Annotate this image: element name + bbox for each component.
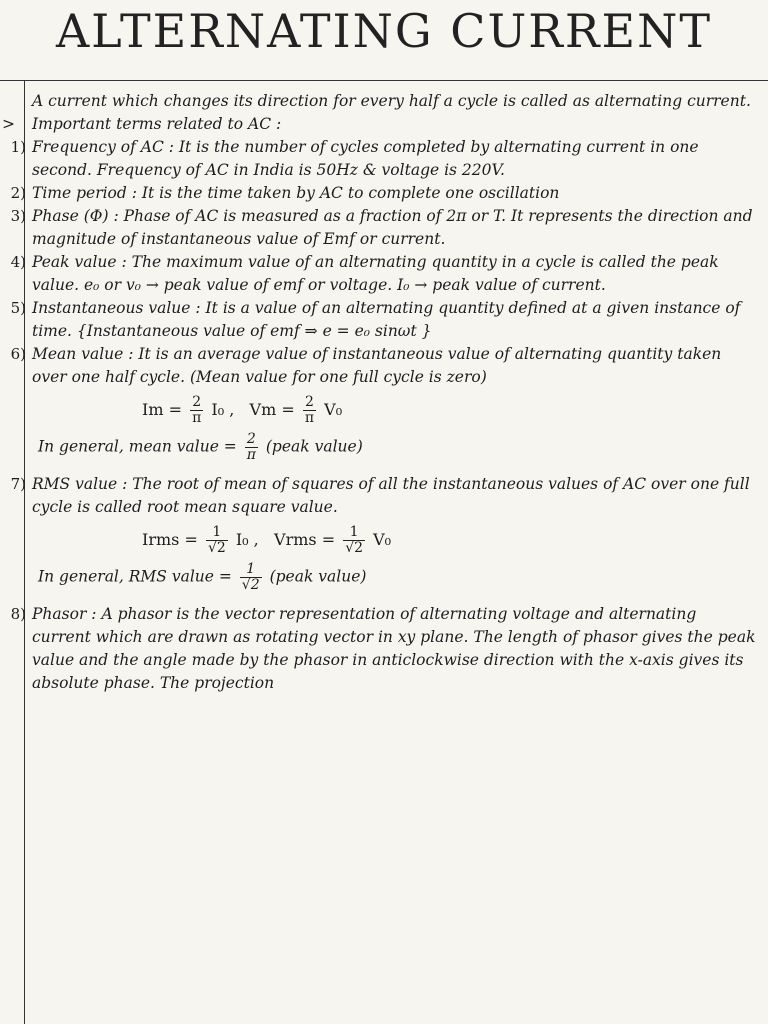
rms-value-formula: Irms = $\frac{1}{√2}$ I₀ , Vrms = $\frac{1}{√2}$ V₀ — [142, 524, 392, 556]
fraction: $\frac{1}{√2}$ — [241, 561, 260, 593]
term-label: Phasor — [32, 605, 87, 623]
item-number: 3) — [10, 207, 26, 225]
term-peak-value — [10, 251, 760, 297]
term-text: : The maximum value of an alternating quantity in a cycle is called the peak value. e₀ or v₀ → peak value of emf or voltage. I₀ → peak value of current. — [32, 253, 719, 294]
term-label: Phase (Φ) — [32, 207, 109, 225]
fraction: $\frac{1}{√2}$ — [345, 524, 364, 556]
top-rule — [0, 80, 768, 81]
page-title: ALTERNATING CURRENT — [55, 4, 713, 58]
arrow-icon: > — [2, 115, 15, 133]
term-phase — [10, 205, 760, 251]
mean-value-general: In general, mean value = $\frac{2}{\pi}$ (peak value) — [38, 431, 363, 463]
term-text: : It is an average value of instantaneous value of alternating quantity taken over one half cycle. (Mean value for one full cycle is zero) — [32, 345, 722, 386]
fraction: $\frac{2}{\pi}$ — [304, 394, 315, 426]
item-number: 1) — [10, 138, 26, 156]
term-label: Instantaneous value — [32, 299, 191, 317]
term-label: RMS value — [32, 475, 118, 493]
item-number: 6) — [10, 345, 26, 363]
mean-value-formula: Im = $\frac{2}{\pi}$ I₀ , Vm = $\frac{2}{\pi}$ V₀ — [142, 394, 343, 426]
intro-paragraph: A current which changes its direction for every half a cycle is called as alternating current. — [32, 92, 751, 110]
term-text: : It is the number of cycles completed by alternating current in one second. Frequency of AC in India is 50Hz & voltage is 220V. — [32, 138, 699, 179]
term-label: Frequency of AC — [32, 138, 164, 156]
terms-heading: > Important terms related to AC : — [32, 113, 760, 136]
fraction: $\frac{2}{\pi}$ — [246, 431, 256, 463]
term-label: Time period — [32, 184, 127, 202]
term-text: : The root of mean of squares of all the instantaneous values of AC over one full cycle is called root mean square value. — [32, 475, 750, 516]
term-label: Peak value — [32, 253, 117, 271]
term-text: : It is a value of an alternating quantity defined at a given instance of time. {Instantaneous value of emf ⇒ e = e₀ sinωt } — [32, 299, 741, 340]
term-rms-value — [10, 473, 760, 519]
term-time-period — [10, 182, 760, 205]
item-number: 5) — [10, 299, 26, 317]
item-number: 4) — [10, 253, 26, 271]
term-instantaneous-value — [10, 297, 760, 343]
term-text: : It is the time taken by AC to complete one oscillation — [131, 184, 560, 202]
term-phasor — [10, 603, 760, 695]
term-label: Mean value — [32, 345, 124, 363]
fraction: $\frac{1}{√2}$ — [207, 524, 226, 556]
term-mean-value — [10, 343, 760, 389]
term-text: : A phasor is the vector representation of alternating voltage and alternating current which are drawn as rotating vector in xy plane. The length of phasor gives the peak value and the angle made by the phasor in anticlockwise direction with the x-axis gives its absolute phase. The projection — [32, 605, 756, 692]
notes-content — [2, 90, 760, 695]
rms-value-general: In general, RMS value = $\frac{1}{√2}$ (peak value) — [38, 561, 367, 593]
item-number: 8) — [10, 605, 26, 623]
term-text: : Phase of AC is measured as a fraction of 2π or T. It represents the direction and magnitude of instantaneous value of Emf or current. — [32, 207, 753, 248]
fraction: $\frac{2}{\pi}$ — [192, 394, 202, 426]
term-frequency — [10, 136, 760, 182]
item-number: 7) — [10, 475, 26, 493]
item-number: 2) — [10, 184, 26, 202]
